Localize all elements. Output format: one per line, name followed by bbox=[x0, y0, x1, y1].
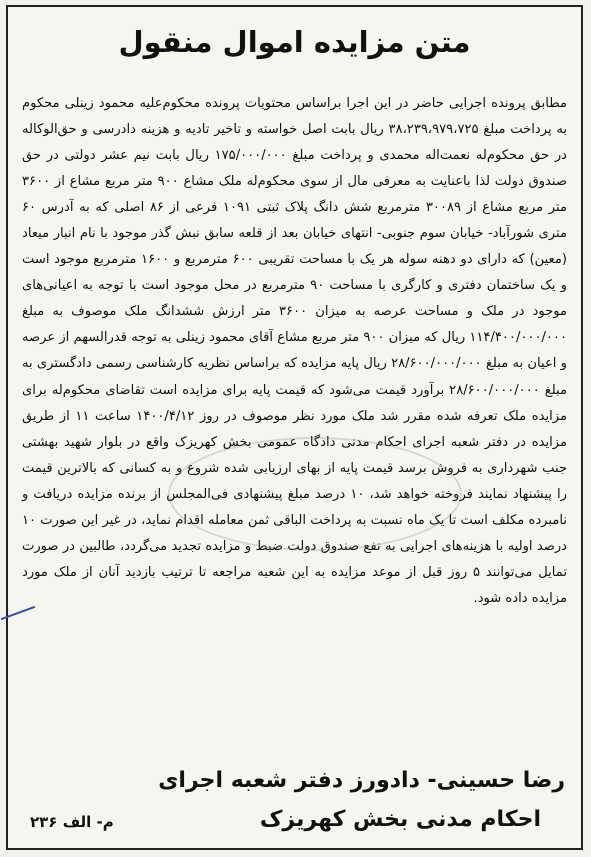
notice-page bbox=[6, 5, 583, 850]
signature-line-1: رضا حسینی- دادورز دفتر شعبه اجرای bbox=[158, 768, 565, 793]
notice-body: مطابق پرونده اجرایی حاضر در این اجرا براساس محتویات پرونده محکوم‌علیه محمود زینلی محکوم به پرداخت مبلغ ۳۸،۲۳۹،۹۷۹،۷۲۵ ریال بابت اصل خواسته و تاخیر تادیه و هزینه دادرسی و حق‌الوکاله در حق محکوم‌له نعمت‌اله محمدی و پرداخت مبلغ ۱۷۵/۰۰۰/۰۰۰ ریال بابت نیم عشر دولتی در حق صندوق دولت لذا باعنایت به معرفی مال از سوی محکوم‌له ملک مشاع ۹۰۰ متر مربع مشاع از ۳۶۰۰ متر مربع مشاع از ۳۰۰۸۹ مترمربع شش دانگ پلاک ثبتی ۱۰۹۱ فرعی از ۸۶ اصلی که به آدرس ۶۰ متری شورآباد- خیابان سوم جنوبی- انتهای خیابان بعد از قلعه سابق نبش گذر موجود با نام انبار میعاد (معین) که دارای دو دهنه سوله هر یک با مساحت تقریبی ۶۰۰ مترمربع و ۱۶۰۰ مترمربع موجود است و یک ساختمان دفتری و کارگری با مساحت ۹۰ مترمربع در محل موجود است با توجه به اعیانی‌های موجود در ملک و مساحت عرصه به میزان ۳۶۰۰ متر ارزش ششدانگ ملک موصوف به مبلغ ۱۱۴/۴۰۰/۰۰۰/۰۰۰ ریال که میزان ۹۰۰ متر مربع مشاع آقای محمود زینلی به توجه قدرالسهم از عرصه و اعیان به مبلغ ۲۸/۶۰۰/۰۰۰/۰۰۰ ریال پایه مزایده که براساس نظریه کارشناسی رسمی دادگستری به مبلغ ۲۸/۶۰۰/۰۰۰/۰۰۰ برآورد قیمت می‌شود که قیمت پایه برای مزایده است تقاضای محکوم‌له برای مزایده ملک تعرفه شده مقرر شد ملک مورد نظر موصوف در روز ۱۴۰۰/۴/۱۲ ساعت ۱۱ از طریق مزایده در دفتر شعبه اجرای احکام مدنی دادگاه عمومی بخش کهریزک واقع در بلوار شهید بهشتی جنب شهرداری به فروش برسد قیمت پایه از بهای ارزیابی شده شروع و به کسانی که بالاترین قیمت را پیشنهاد نمایند فروخته خواهد شد، ۱۰ درصد مبلغ پیشنهادی فی‌المجلس از برنده مزایده دریافت و نامبرده مکلف است تا یک ماه نسبت به پرداخت الباقی ثمن معامله اقدام نماید، در غیر این صورت ۱۰ درصد اولیه با هزینه‌های اجرایی به نفع صندوق دولت ضبط و مزایده تجدید می‌گردد، طالبین در صورت تمایل می‌توانند ۵ روز قبل از موعد مزایده به این شعبه مراجعه تا ترتیب بازدید آنان از ملک مورد مزایده داده شود. bbox=[22, 96, 568, 606]
reference-number: م- الف ۲۳۶ bbox=[30, 813, 114, 831]
signature-line-2: احکام مدنی بخش کهریزک bbox=[259, 807, 541, 832]
notice-title: متن مزایده اموال منقول bbox=[118, 25, 471, 59]
